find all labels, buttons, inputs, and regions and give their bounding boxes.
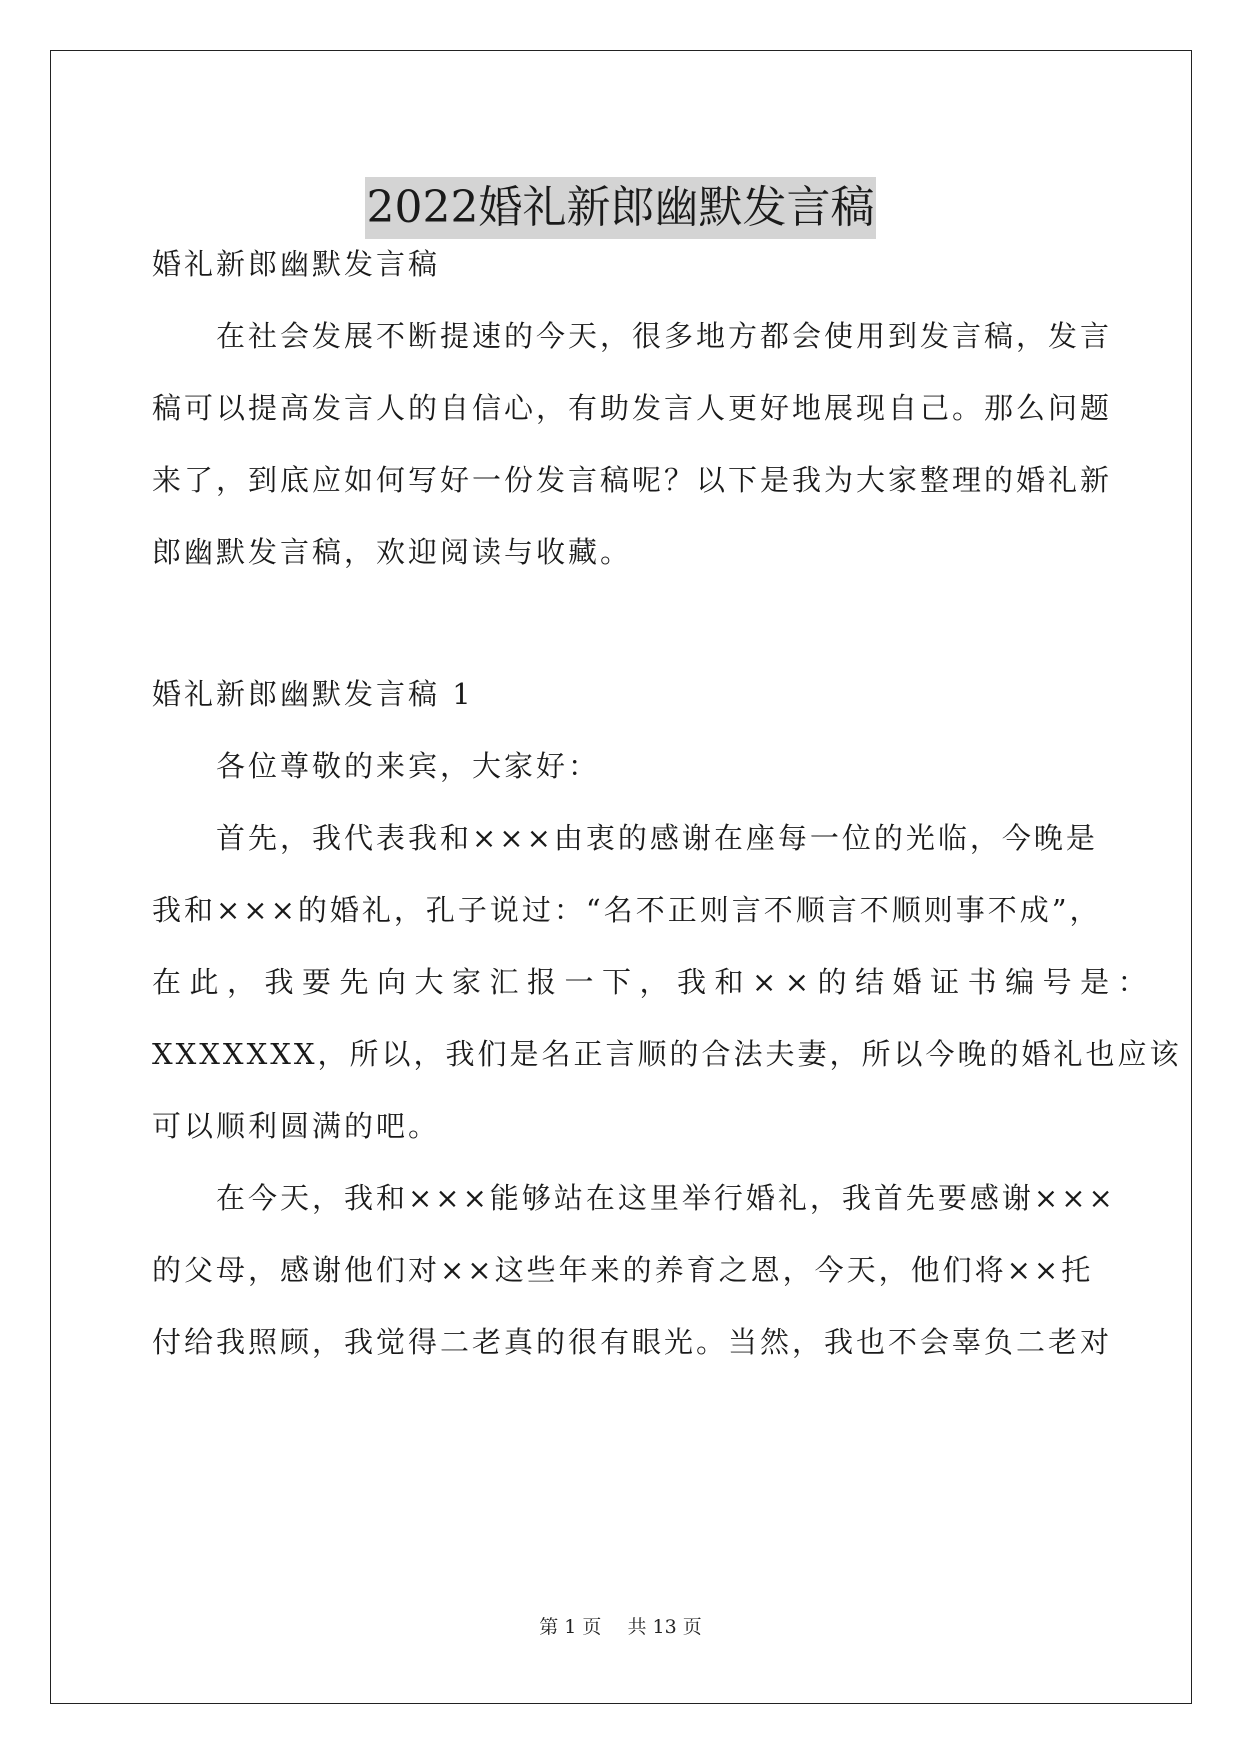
paragraph-line: 我和×××的婚礼，孔子说过：“名不正则言不顺言不顺则事不成”， (152, 893, 1102, 927)
page-footer (0, 1612, 1241, 1639)
paragraph-line: 首先，我代表我和×××由衷的感谢在座每一位的光临，今晚是 (216, 821, 1098, 855)
paragraph-line: 的父母，感谢他们对××这些年来的养育之恩，今天，他们将××托 (152, 1253, 1094, 1287)
paragraph-line: 各位尊敬的来宾，大家好： (216, 749, 601, 783)
paragraph-line: 可以顺利圆满的吧。 (152, 1109, 441, 1143)
document-title: 2022婚礼新郎幽默发言稿 (365, 177, 877, 239)
paragraph-line: 在此，我要先向大家汇报一下，我和××的结婚证书编号是： (152, 965, 1156, 999)
page-number: 第 1 页 (539, 1616, 602, 1638)
intro-heading: 婚礼新郎幽默发言稿 (152, 247, 441, 281)
paragraph-line: 在今天，我和×××能够站在这里举行婚礼，我首先要感谢××× (216, 1181, 1116, 1215)
section-heading: 婚礼新郎幽默发言稿 1 (152, 677, 474, 711)
paragraph-line: 来了，到底应如何写好一份发言稿呢？以下是我为大家整理的婚礼新 (152, 463, 1113, 497)
document-body (152, 228, 1182, 1378)
section-spacer (152, 588, 1082, 658)
paragraph-line: 付给我照顾，我觉得二老真的很有眼光。当然，我也不会辜负二老对 (152, 1325, 1113, 1359)
paragraph-line: 郎幽默发言稿，欢迎阅读与收藏。 (152, 535, 633, 569)
paragraph-line: XXXXXXX，所以，我们是名正言顺的合法夫妻，所以今晚的婚礼也应该 (152, 1037, 1182, 1071)
total-pages: 共 13 页 (627, 1616, 702, 1638)
paragraph-line: 稿可以提高发言人的自信心，有助发言人更好地展现自己。那么问题 (152, 391, 1113, 425)
paragraph-line: 在社会发展不断提速的今天，很多地方都会使用到发言稿，发言 (216, 319, 1113, 353)
